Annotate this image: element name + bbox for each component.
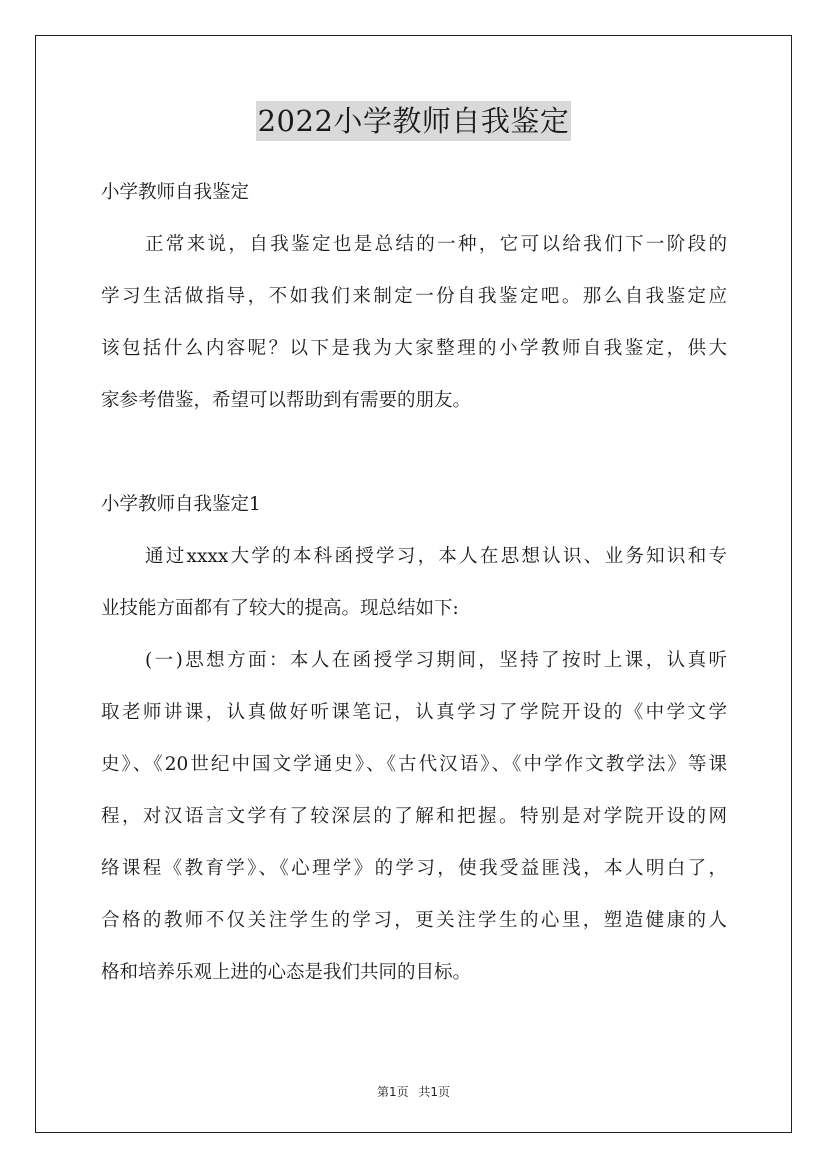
- section-para2-line: 取老师讲课，认真做好听课笔记，认真学习了学院开设的《中学文学: [101, 702, 727, 723]
- paragraph-gap: [101, 432, 727, 484]
- page-footer: [0, 1083, 827, 1100]
- section-para2-line: (一)思想方面：本人在函授学习期间，坚持了按时上课，认真听: [145, 650, 727, 671]
- title-container: [0, 101, 827, 141]
- section-para2-line: 合格的教师不仅关注学生的学习，更关注学生的心里，塑造健康的人: [101, 910, 727, 931]
- section-para2-line: 史》、《20世纪中国文学通史》、《古代汉语》、《中学作文教学法》等课: [101, 754, 727, 775]
- document-title: 2022小学教师自我鉴定: [256, 101, 572, 141]
- intro-line: 家参考借鉴，希望可以帮助到有需要的朋友。: [101, 390, 472, 411]
- section-para1-line: 业技能方面都有了较大的提高。现总结如下:: [101, 598, 459, 619]
- section-heading: 小学教师自我鉴定1: [101, 494, 261, 515]
- page-total: 共1页: [418, 1085, 451, 1099]
- section-para2-line: 程，对汉语言文学有了较深层的了解和把握。特别是对学院开设的网: [101, 806, 727, 827]
- document-body: [101, 172, 727, 1004]
- subheading: 小学教师自我鉴定: [101, 182, 250, 203]
- section-para2-line: 格和培养乐观上进的心态是我们共同的目标。: [101, 962, 472, 983]
- intro-line: 正常来说，自我鉴定也是总结的一种，它可以给我们下一阶段的: [145, 234, 727, 255]
- section-para1-line: 通过xxxx大学的本科函授学习，本人在思想认识、业务知识和专: [145, 546, 727, 567]
- intro-line: 学习生活做指导，不如我们来制定一份自我鉴定吧。那么自我鉴定应: [101, 286, 727, 307]
- page-number: 第1页: [376, 1085, 409, 1099]
- intro-line: 该包括什么内容呢？以下是我为大家整理的小学教师自我鉴定，供大: [101, 338, 727, 359]
- section-para2-line: 络课程《教育学》、《心理学》的学习，使我受益匪浅，本人明白了，: [101, 858, 727, 879]
